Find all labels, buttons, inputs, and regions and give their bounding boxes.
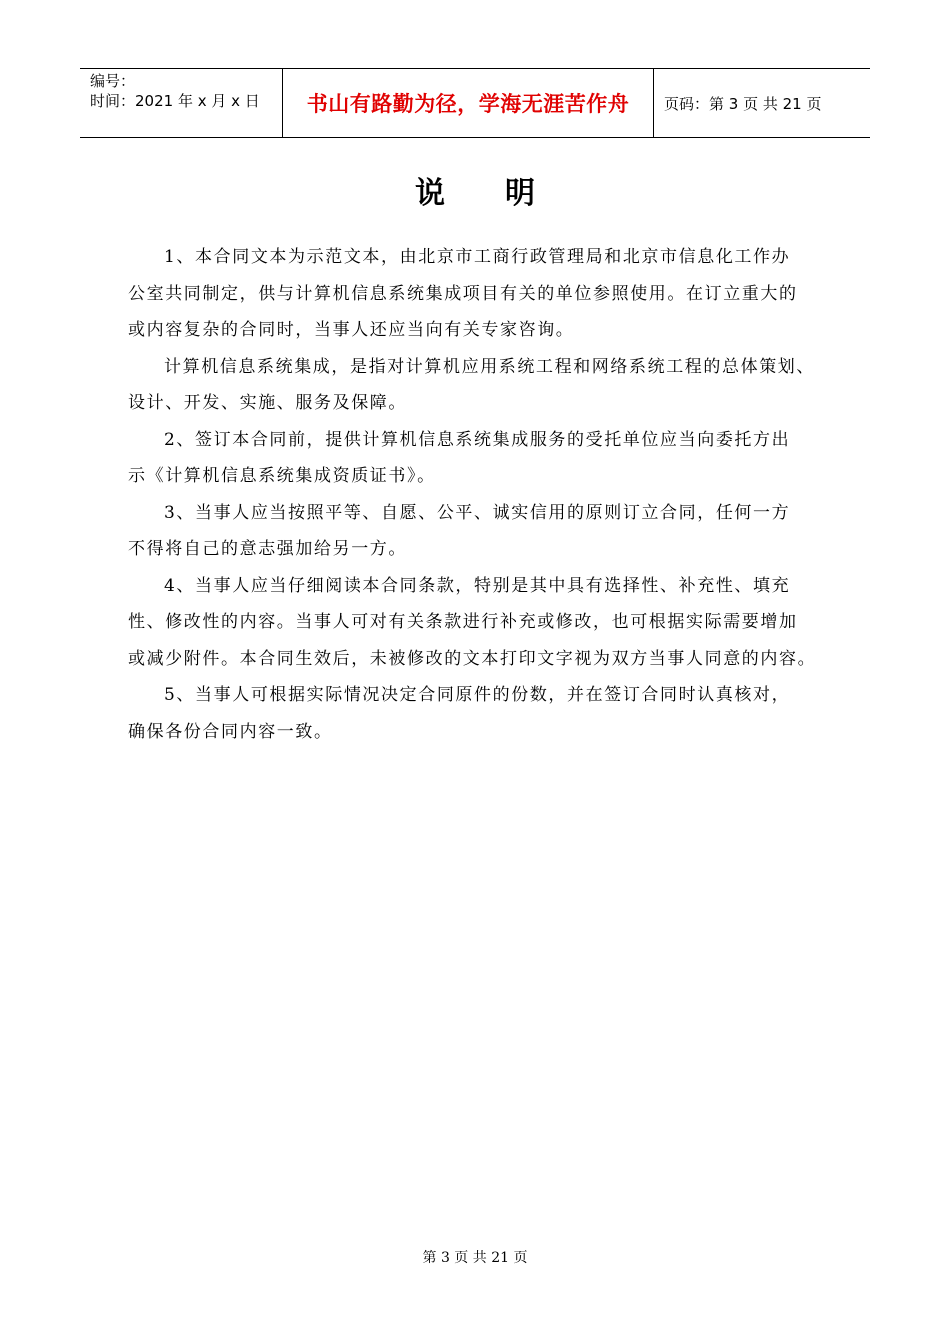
header-meta-cell [80, 69, 282, 137]
header-motto-cell [282, 69, 654, 137]
header-page-info: 页码：第 3 页 共 21 页 [664, 94, 822, 113]
body-line: 5、当事人可根据实际情况决定合同原件的份数，并在签订合同时认真核对， [164, 685, 791, 705]
body-line: 性、修改性的内容。当事人可对有关条款进行补充或修改，也可根据实际需要增加 [128, 612, 798, 632]
body-line: 或内容复杂的合同时，当事人还应当向有关专家咨询。 [128, 320, 575, 340]
body-line: 公室共同制定，供与计算机信息系统集成项目有关的单位参照使用。在订立重大的 [128, 283, 798, 304]
number-label: 编号： [90, 72, 136, 90]
footer-page-number: 第 3 页 共 21 页 [422, 1250, 528, 1266]
body-line: 确保各份合同内容一致。 [128, 721, 333, 742]
body-line: 设计、开发、实施、服务及保障。 [128, 393, 407, 413]
body-line: 不得将自己的意志强加给另一方。 [128, 539, 407, 559]
header-page-cell [654, 69, 870, 137]
document-body [128, 243, 828, 754]
body-line: 4、当事人应当仔细阅读本合同条款，特别是其中具有选择性、补充性、填充 [164, 575, 791, 596]
page-footer [0, 1247, 950, 1267]
header-table [80, 68, 870, 138]
body-line: 2、签订本合同前，提供计算机信息系统集成服务的受托单位应当向委托方出 [164, 429, 791, 450]
body-line: 计算机信息系统集成，是指对计算机应用系统工程和网络系统工程的总体策划、 [164, 356, 815, 377]
body-line: 3、当事人应当按照平等、自愿、公平、诚实信用的原则订立合同，任何一方 [164, 502, 791, 523]
body-line: 1、本合同文本为示范文本，由北京市工商行政管理局和北京市信息化工作办 [164, 247, 791, 267]
page-title: 说明 [415, 176, 595, 211]
body-line: 或减少附件。本合同生效后，未被修改的文本打印文字视为双方当事人同意的内容。 [128, 648, 817, 669]
time-label: 时间：2021 年 x 月 x 日 [90, 92, 260, 110]
motto: 书山有路勤为径，学海无涯苦作舟 [306, 92, 630, 116]
body-line: 示《计算机信息系统集成资质证书》。 [128, 466, 436, 486]
